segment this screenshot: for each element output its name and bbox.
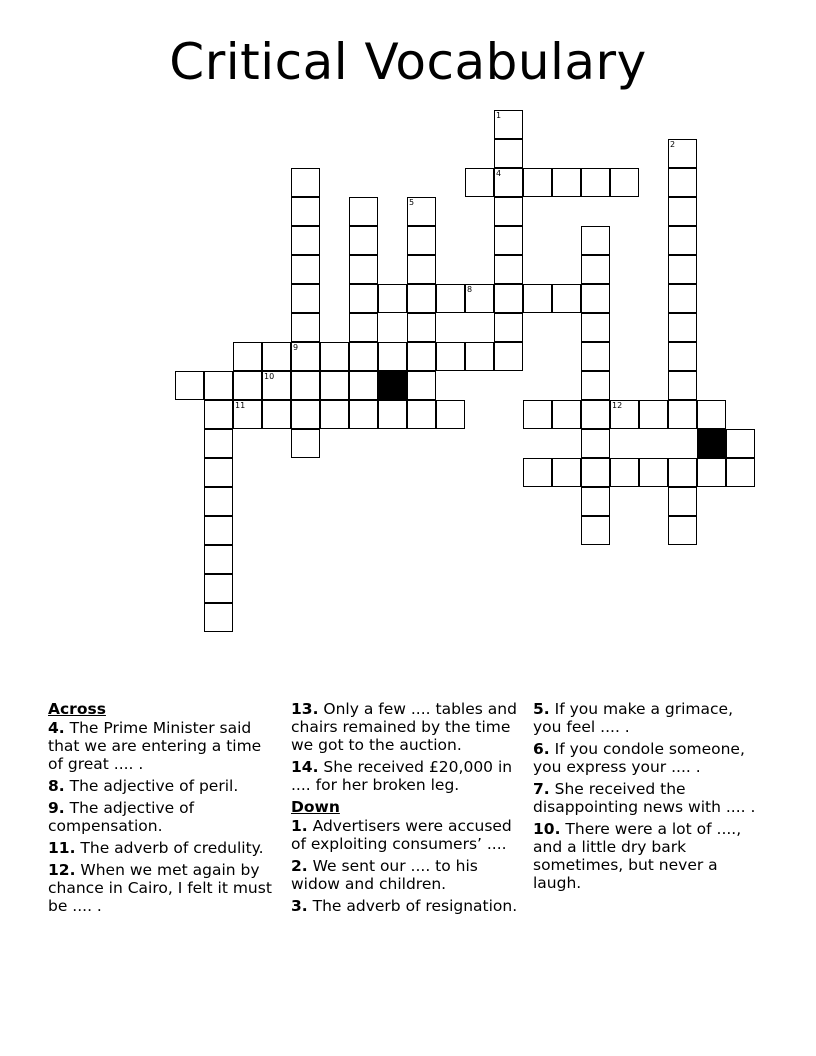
grid-cell[interactable] xyxy=(668,342,697,371)
clue-item-number: 2. xyxy=(291,857,308,875)
grid-cell[interactable] xyxy=(291,168,320,197)
grid-cell[interactable] xyxy=(407,255,436,284)
grid-cell[interactable] xyxy=(291,313,320,342)
clue-item-text: If you condole someone, you express your .... . xyxy=(533,740,745,776)
grid-cell[interactable] xyxy=(349,284,378,313)
clue-item-text: The Prime Minister said that we are entering a time of great .... . xyxy=(48,719,262,773)
grid-cell[interactable] xyxy=(349,371,378,400)
clue-item-text: If you make a grimace, you feel .... . xyxy=(533,700,733,736)
grid-cell[interactable] xyxy=(581,400,610,429)
clue-number: 11 xyxy=(235,401,246,410)
grid-cell[interactable] xyxy=(639,400,668,429)
grid-cell[interactable] xyxy=(581,313,610,342)
clue-item-number: 8. xyxy=(48,777,65,795)
grid-cell[interactable] xyxy=(407,197,436,226)
grid-cell[interactable] xyxy=(581,168,610,197)
grid-cell[interactable] xyxy=(378,400,407,429)
grid-cell[interactable] xyxy=(436,342,465,371)
clue-item xyxy=(48,799,280,835)
grid-cell[interactable] xyxy=(465,284,494,313)
grid-cell[interactable] xyxy=(552,458,581,487)
clue-item xyxy=(533,780,765,816)
grid-cell[interactable] xyxy=(494,284,523,313)
grid-cell[interactable] xyxy=(494,197,523,226)
grid-cell[interactable] xyxy=(204,429,233,458)
clue-number: 8 xyxy=(467,285,473,294)
clue-item-number: 6. xyxy=(533,740,550,758)
grid-cell[interactable] xyxy=(291,226,320,255)
grid-cell[interactable] xyxy=(494,342,523,371)
clues-column-3 xyxy=(533,700,765,896)
clue-item xyxy=(48,861,280,915)
grid-cell[interactable] xyxy=(668,255,697,284)
grid-cell[interactable] xyxy=(291,342,320,371)
grid-cell[interactable] xyxy=(494,110,523,139)
grid-cell[interactable] xyxy=(523,168,552,197)
clue-item-text: The adjective of peril. xyxy=(69,777,239,795)
grid-cell[interactable] xyxy=(175,371,204,400)
grid-cell[interactable] xyxy=(465,342,494,371)
grid-cell[interactable] xyxy=(204,603,233,632)
grid-cell[interactable] xyxy=(349,342,378,371)
clue-item-text: The adverb of resignation. xyxy=(312,897,518,915)
grid-cell[interactable] xyxy=(610,400,639,429)
grid-cell[interactable] xyxy=(697,400,726,429)
grid-cell[interactable] xyxy=(581,226,610,255)
grid-cell[interactable] xyxy=(581,487,610,516)
page-title: Critical Vocabulary xyxy=(169,33,647,91)
grid-cell[interactable] xyxy=(639,458,668,487)
grid-cell[interactable] xyxy=(494,255,523,284)
clue-item-number: 1. xyxy=(291,817,308,835)
grid-cell[interactable] xyxy=(407,371,436,400)
grid-cell[interactable] xyxy=(581,255,610,284)
grid-cell[interactable] xyxy=(668,400,697,429)
grid-cell[interactable] xyxy=(552,284,581,313)
grid-cell[interactable] xyxy=(204,487,233,516)
grid-cell[interactable] xyxy=(378,342,407,371)
clue-number: 10 xyxy=(264,372,275,381)
clue-number: 2 xyxy=(670,140,676,149)
clue-item-number: 9. xyxy=(48,799,65,817)
clue-item-number: 4. xyxy=(48,719,65,737)
grid-cell[interactable] xyxy=(349,255,378,284)
grid-cell[interactable] xyxy=(291,197,320,226)
grid-cell[interactable] xyxy=(523,284,552,313)
grid-cell[interactable] xyxy=(291,400,320,429)
clue-item xyxy=(533,820,765,892)
grid-cell[interactable] xyxy=(668,516,697,545)
clue-number: 5 xyxy=(409,198,415,207)
clue-item-number: 11. xyxy=(48,839,76,857)
grid-cell[interactable] xyxy=(436,284,465,313)
grid-cell[interactable] xyxy=(349,313,378,342)
grid-cell[interactable] xyxy=(320,342,349,371)
grid-cell[interactable] xyxy=(233,342,262,371)
grid-cell[interactable] xyxy=(204,400,233,429)
grid-cell[interactable] xyxy=(523,400,552,429)
grid-cell[interactable] xyxy=(552,400,581,429)
grid-cell[interactable] xyxy=(349,226,378,255)
grid-cell[interactable] xyxy=(262,342,291,371)
grid-cell[interactable] xyxy=(610,168,639,197)
grid-cell[interactable] xyxy=(204,545,233,574)
clue-item xyxy=(48,719,280,773)
grid-cell[interactable] xyxy=(581,516,610,545)
clue-item-text: Advertisers were accused of exploiting consumers’ .... xyxy=(291,817,512,853)
clues-column-1 xyxy=(48,700,280,919)
clue-item-text: When we met again by chance in Cairo, I felt it must be .... . xyxy=(48,861,272,915)
grid-cell[interactable] xyxy=(494,313,523,342)
grid-cell[interactable] xyxy=(494,139,523,168)
clue-number: 12 xyxy=(612,401,623,410)
grid-cell[interactable] xyxy=(610,458,639,487)
clue-item-text: The adverb of credulity. xyxy=(80,839,264,857)
grid-cell[interactable] xyxy=(668,139,697,168)
grid-cell[interactable] xyxy=(668,313,697,342)
clue-item-number: 12. xyxy=(48,861,76,879)
grid-cell[interactable] xyxy=(407,226,436,255)
grid-cell[interactable] xyxy=(581,371,610,400)
grid-cell[interactable] xyxy=(407,342,436,371)
grid-cell[interactable] xyxy=(523,458,552,487)
grid-cell[interactable] xyxy=(407,313,436,342)
clue-item xyxy=(533,740,765,776)
clue-item xyxy=(533,700,765,736)
clue-item xyxy=(291,857,523,893)
grid-cell[interactable] xyxy=(204,458,233,487)
grid-cell[interactable] xyxy=(726,429,755,458)
grid-cell[interactable] xyxy=(581,342,610,371)
grid-cell[interactable] xyxy=(494,226,523,255)
clue-item-number: 7. xyxy=(533,780,550,798)
grid-cell[interactable] xyxy=(668,284,697,313)
grid-cell[interactable] xyxy=(668,197,697,226)
down-heading: Down xyxy=(291,798,340,816)
clue-item-number: 14. xyxy=(291,758,319,776)
grid-cell[interactable] xyxy=(262,371,291,400)
clue-number: 9 xyxy=(293,343,299,352)
grid-cell[interactable] xyxy=(668,226,697,255)
grid-cell[interactable] xyxy=(204,574,233,603)
clue-item-text: The adjective of compensation. xyxy=(48,799,195,835)
grid-cell[interactable] xyxy=(262,400,291,429)
clue-item-number: 5. xyxy=(533,700,550,718)
grid-cell[interactable] xyxy=(726,458,755,487)
clue-item xyxy=(291,700,523,754)
clues-column-2 xyxy=(291,700,523,919)
clue-item-number: 13. xyxy=(291,700,319,718)
clue-item-number: 10. xyxy=(533,820,561,838)
grid-cell[interactable] xyxy=(349,197,378,226)
grid-cell[interactable] xyxy=(552,168,581,197)
clue-item xyxy=(48,777,280,795)
grid-cell[interactable] xyxy=(204,516,233,545)
grid-block xyxy=(378,371,407,400)
grid-cell[interactable] xyxy=(697,458,726,487)
clue-item-text: She received £20,000 in .... for her broken leg. xyxy=(291,758,513,794)
grid-cell[interactable] xyxy=(204,371,233,400)
grid-cell[interactable] xyxy=(668,458,697,487)
clue-number: 1 xyxy=(496,111,502,120)
grid-cell[interactable] xyxy=(233,371,262,400)
grid-cell[interactable] xyxy=(436,400,465,429)
grid-cell[interactable] xyxy=(320,400,349,429)
clue-item xyxy=(291,758,523,794)
grid-cell[interactable] xyxy=(291,429,320,458)
grid-cell[interactable] xyxy=(291,284,320,313)
clue-item xyxy=(291,817,523,853)
clue-item-number: 3. xyxy=(291,897,308,915)
grid-cell[interactable] xyxy=(407,284,436,313)
clue-item xyxy=(48,839,280,857)
grid-cell[interactable] xyxy=(465,168,494,197)
clue-item-text: She received the disappointing news with .... . xyxy=(533,780,756,816)
grid-cell[interactable] xyxy=(407,400,436,429)
grid-cell[interactable] xyxy=(291,255,320,284)
grid-cell[interactable] xyxy=(494,168,523,197)
grid-cell[interactable] xyxy=(349,400,378,429)
across-heading: Across xyxy=(48,700,106,718)
grid-cell[interactable] xyxy=(668,487,697,516)
grid-block xyxy=(697,429,726,458)
clue-item-text: We sent our .... to his widow and children. xyxy=(291,857,478,893)
clue-item-text: Only a few .... tables and chairs remained by the time we got to the auction. xyxy=(291,700,517,754)
grid-cell[interactable] xyxy=(581,429,610,458)
grid-cell[interactable] xyxy=(581,284,610,313)
grid-cell[interactable] xyxy=(291,371,320,400)
clue-item-text: There were a lot of ...., and a little dry bark sometimes, but never a laugh. xyxy=(533,820,742,892)
grid-cell[interactable] xyxy=(668,371,697,400)
clue-number: 4 xyxy=(496,169,502,178)
grid-cell[interactable] xyxy=(378,284,407,313)
grid-cell[interactable] xyxy=(233,400,262,429)
grid-cell[interactable] xyxy=(668,168,697,197)
grid-cell[interactable] xyxy=(320,371,349,400)
clue-item xyxy=(291,897,523,915)
grid-cell[interactable] xyxy=(581,458,610,487)
